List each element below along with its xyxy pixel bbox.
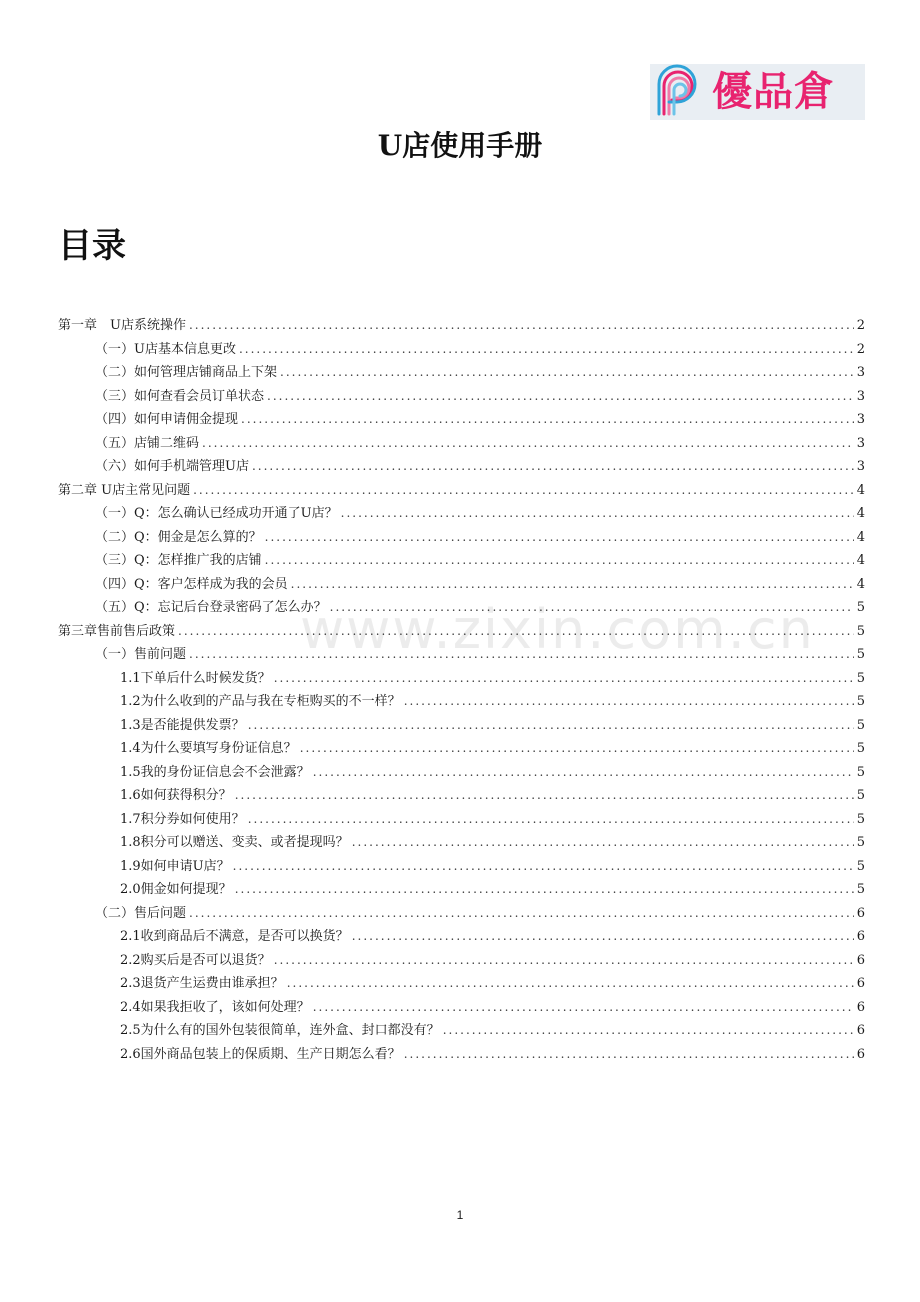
toc-entry[interactable] [58, 479, 865, 503]
toc-entry[interactable] [58, 385, 865, 409]
toc-entry-page: 5 [856, 623, 865, 639]
toc-entry-label: 第二章 U店主常见问题 [58, 482, 191, 498]
toc-entry[interactable] [58, 455, 865, 479]
toc-leader-dots [239, 338, 854, 362]
toc-entry-page: 5 [856, 882, 865, 897]
toc-leader-dots [280, 361, 854, 385]
toc-entry-page: 5 [856, 788, 865, 803]
toc-entry-label: （六）如何手机端管理U店 [95, 459, 249, 474]
toc-entry[interactable] [58, 714, 865, 738]
toc-leader-dots [274, 949, 854, 973]
toc-leader-dots [313, 761, 854, 785]
toc-leader-dots [341, 502, 854, 526]
toc-entry-label: （三）如何查看会员订单状态 [95, 388, 265, 404]
toc-entry[interactable] [58, 361, 865, 385]
toc-entry[interactable] [58, 408, 865, 432]
toc-leader-dots [189, 314, 854, 338]
toc-leader-dots [265, 526, 854, 550]
toc-entry-page: 3 [856, 365, 865, 380]
toc-entry-page: 4 [856, 553, 865, 568]
toc-entry[interactable] [58, 502, 865, 526]
toc-entry[interactable] [58, 761, 865, 785]
toc-entry[interactable] [58, 432, 865, 456]
toc-entry[interactable] [58, 737, 865, 761]
toc-leader-dots [235, 784, 854, 808]
toc-entry-label: （一）Q：怎么确认已经成功开通了U店？ [95, 506, 338, 521]
toc-entry-label: （五）店铺二维码 [95, 435, 200, 451]
toc-leader-dots [287, 972, 854, 996]
toc-entry-label: 2.6国外商品包装上的保质期、生产日期怎么看？ [120, 1046, 401, 1062]
toc-entry[interactable] [58, 855, 865, 879]
toc-entry-page: 5 [856, 600, 865, 615]
toc-entry-page: 5 [856, 670, 865, 686]
toc-entry[interactable] [58, 996, 865, 1020]
toc-entry[interactable] [58, 690, 865, 714]
toc-entry-page: 5 [856, 694, 865, 709]
logo-text: 優品倉 [712, 69, 835, 115]
toc-leader-dots [248, 714, 854, 738]
toc-entry[interactable] [58, 549, 865, 573]
toc-entry[interactable] [58, 573, 865, 597]
toc-leader-dots [404, 1043, 854, 1067]
document-title: U店使用手册 [377, 129, 543, 162]
toc-entry-page: 2 [856, 318, 865, 333]
toc-heading: 目录 [58, 226, 126, 266]
toc-entry-page: 4 [856, 576, 865, 592]
toc-leader-dots [352, 925, 854, 949]
toc-leader-dots [404, 690, 854, 714]
toc-entry-label: 第三章售前售后政策 [58, 623, 176, 639]
toc-entry-page: 6 [856, 1023, 865, 1038]
toc-entry-page: 6 [856, 952, 865, 968]
toc-entry-label: （一）售前问题 [95, 647, 187, 662]
toc-leader-dots [202, 432, 854, 456]
toc-entry[interactable] [58, 808, 865, 832]
toc-entry[interactable] [58, 878, 865, 902]
watermark: www.zixin.com.cn [300, 598, 815, 661]
toc-leader-dots [265, 549, 854, 573]
toc-leader-dots [443, 1019, 854, 1043]
toc-entry-page: 6 [856, 929, 865, 944]
toc-entry-label: 2.2购买后是否可以退货？ [120, 952, 271, 968]
toc-entry-page: 5 [856, 811, 865, 827]
toc-entry-page: 4 [856, 482, 865, 498]
toc-entry-page: 6 [856, 1046, 865, 1062]
toc-entry-page: 5 [856, 764, 865, 780]
toc-leader-dots [235, 878, 854, 902]
toc-entry-page: 5 [856, 741, 865, 756]
toc-leader-dots [189, 902, 854, 926]
toc-entry-page: 6 [856, 905, 865, 921]
toc-entry[interactable] [58, 949, 865, 973]
toc-entry-label: 1.9如何申请U店？ [120, 858, 230, 874]
toc-entry-label: （一）U店基本信息更改 [95, 341, 236, 357]
logo-mark-icon [652, 64, 708, 120]
toc-entry-label: 1.3是否能提供发票？ [120, 717, 245, 733]
toc-entry-label: 第一章 U店系统操作 [58, 318, 186, 333]
toc-entry-page: 4 [856, 506, 865, 521]
toc-entry-page: 3 [856, 435, 865, 451]
toc-entry-page: 6 [856, 999, 865, 1015]
toc-entry-label: 2.3退货产生运费由谁承担？ [120, 976, 284, 991]
toc-leader-dots [193, 479, 854, 503]
toc-entry[interactable] [58, 338, 865, 362]
toc-leader-dots [233, 855, 854, 879]
toc-entry-page: 3 [856, 412, 865, 427]
toc-entry-label: 1.5我的身份证信息会不会泄露？ [120, 764, 310, 780]
toc-entry[interactable] [58, 620, 865, 644]
toc-entry-label: （二）Q：佣金是怎么算的？ [95, 529, 262, 545]
toc-entry-label: 1.1下单后什么时候发货？ [120, 670, 271, 686]
toc-entry-label: 1.6如何获得积分？ [120, 788, 232, 803]
toc-leader-dots [241, 408, 854, 432]
toc-entry[interactable] [58, 596, 865, 620]
toc-entry[interactable] [58, 314, 865, 338]
table-of-contents [58, 314, 865, 1066]
toc-entry[interactable] [58, 831, 865, 855]
toc-leader-dots [274, 667, 854, 691]
toc-leader-dots [291, 573, 854, 597]
toc-entry-label: 2.4如果我拒收了，该如何处理？ [120, 999, 310, 1015]
toc-entry-label: 1.7积分券如何使用？ [120, 811, 245, 827]
toc-entry-label: 2.0佣金如何提现？ [120, 882, 232, 897]
toc-entry[interactable] [58, 526, 865, 550]
toc-leader-dots [352, 831, 854, 855]
toc-entry[interactable] [58, 902, 865, 926]
brand-logo [650, 64, 865, 120]
toc-entry-label: （二）售后问题 [95, 905, 187, 921]
toc-entry-page: 6 [856, 976, 865, 991]
page-number: 1 [456, 1208, 464, 1222]
toc-leader-dots [189, 643, 854, 667]
toc-leader-dots [178, 620, 854, 644]
toc-entry[interactable] [58, 1019, 865, 1043]
toc-entry-label: （二）如何管理店铺商品上下架 [95, 365, 278, 380]
toc-entry-label: 2.5为什么有的国外包装很简单，连外盒、封口都没有？ [120, 1023, 440, 1038]
toc-entry[interactable] [58, 667, 865, 691]
toc-leader-dots [252, 455, 854, 479]
toc-entry[interactable] [58, 925, 865, 949]
toc-leader-dots [300, 737, 854, 761]
toc-entry[interactable] [58, 1043, 865, 1067]
toc-entry-label: （三）Q：怎样推广我的店铺 [95, 553, 262, 568]
toc-entry-label: 1.4为什么要填写身份证信息？ [120, 741, 297, 756]
toc-entry-page: 5 [856, 835, 865, 850]
toc-entry-page: 5 [856, 717, 865, 733]
toc-entry-page: 5 [856, 858, 865, 874]
toc-entry-page: 3 [856, 459, 865, 474]
toc-leader-dots [313, 996, 854, 1020]
toc-leader-dots [267, 385, 854, 409]
toc-entry-label: 1.8积分可以赠送、变卖、或者提现吗？ [120, 835, 349, 850]
toc-entry-label: 1.2为什么收到的产品与我在专柜购买的不一样？ [120, 694, 401, 709]
toc-leader-dots [330, 596, 854, 620]
toc-entry[interactable] [58, 643, 865, 667]
toc-entry-page: 2 [856, 341, 865, 357]
toc-entry-page: 4 [856, 529, 865, 545]
toc-entry-label: （四）如何申请佣金提现 [95, 412, 239, 427]
toc-entry-page: 3 [856, 388, 865, 404]
toc-leader-dots [248, 808, 854, 832]
toc-entry[interactable] [58, 784, 865, 808]
toc-entry-label: 2.1收到商品后不满意，是否可以换货？ [120, 929, 349, 944]
toc-entry-label: （四）Q：客户怎样成为我的会员 [95, 576, 288, 592]
toc-entry-page: 5 [856, 647, 865, 662]
toc-entry[interactable] [58, 972, 865, 996]
toc-entry-label: （五）Q：忘记后台登录密码了怎么办？ [95, 600, 327, 615]
